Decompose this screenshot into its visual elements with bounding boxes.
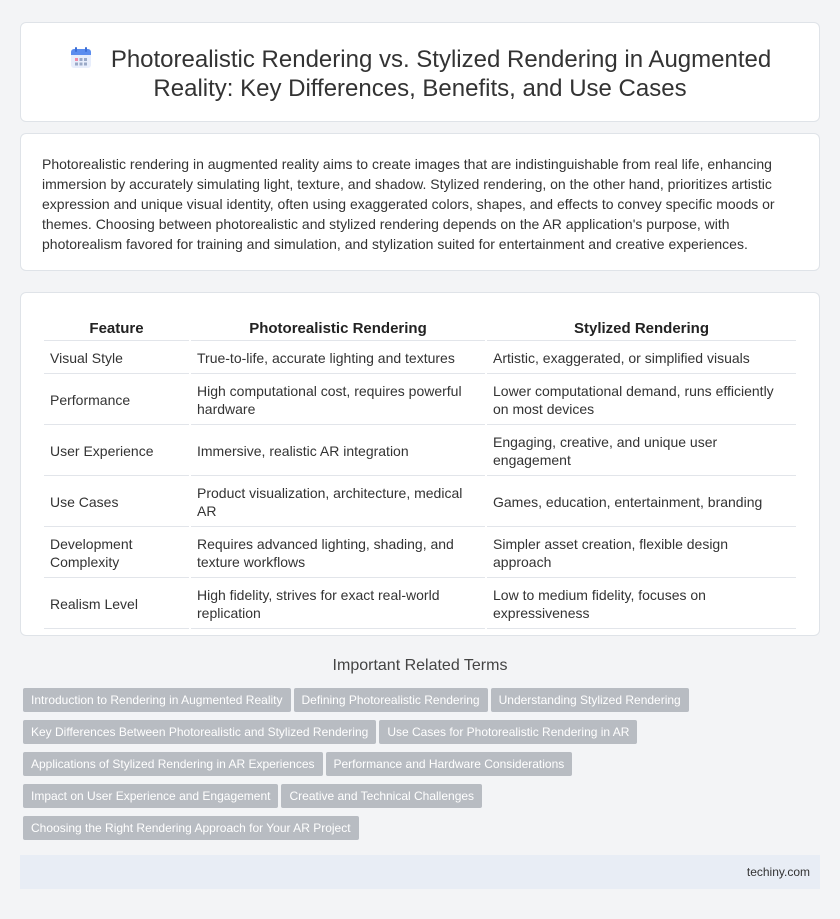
- calendar-icon: [69, 46, 93, 70]
- photorealistic-cell: True-to-life, accurate lighting and textures: [191, 343, 485, 374]
- table-row: [44, 427, 796, 476]
- title-card: [20, 22, 820, 122]
- header-stylized: Stylized Rendering: [487, 315, 796, 341]
- header-feature: Feature: [44, 315, 189, 341]
- related-term-tag[interactable]: Understanding Stylized Rendering: [491, 688, 689, 712]
- feature-cell: User Experience: [44, 427, 189, 476]
- related-term-tag[interactable]: Use Cases for Photorealistic Rendering in AR: [379, 720, 637, 744]
- photorealistic-cell: High fidelity, strives for exact real-world replication: [191, 580, 485, 629]
- related-term-tag[interactable]: Impact on User Experience and Engagement: [23, 784, 278, 808]
- title-line-1: Photorealistic Rendering vs. Stylized Rendering in Augmented: [110, 46, 772, 73]
- table-row: [44, 478, 796, 527]
- header-photorealistic: Photorealistic Rendering: [191, 315, 485, 341]
- related-terms-title: Important Related Terms: [332, 657, 508, 674]
- stylized-cell: Engaging, creative, and unique user engagement: [487, 427, 796, 476]
- footer: [20, 855, 820, 889]
- table-row: [44, 376, 796, 425]
- feature-cell: Performance: [44, 376, 189, 425]
- stylized-cell: Games, education, entertainment, branding: [487, 478, 796, 527]
- stylized-cell: Simpler asset creation, flexible design approach: [487, 529, 796, 578]
- table-row: [44, 343, 796, 374]
- comparison-table: [42, 313, 798, 631]
- stylized-cell: Artistic, exaggerated, or simplified visuals: [487, 343, 796, 374]
- table-row: [44, 580, 796, 629]
- related-term-tag[interactable]: Key Differences Between Photorealistic and Stylized Rendering: [23, 720, 376, 744]
- summary-paragraph: Photorealistic rendering in augmented reality aims to create images that are indistinguishable from real life, enhancing immersion by accurately simulating light, texture, and shadow. Stylized rendering, on the other hand, prioritizes artistic expression and unique visual identity, often using exaggerated colors, shapes, and effects to convey specific moods or themes. Choosing between photorealistic and stylized rendering depends on the AR application's purpose, with photorealism favored for training and simulation, and stylization suited for entertainment and creative experiences.: [42, 156, 775, 252]
- feature-cell: Visual Style: [44, 343, 189, 374]
- table-row: [44, 529, 796, 578]
- feature-cell: Development Complexity: [44, 529, 189, 578]
- stylized-cell: Lower computational demand, runs efficiently on most devices: [487, 376, 796, 425]
- photorealistic-cell: Product visualization, architecture, medical AR: [191, 478, 485, 527]
- feature-cell: Realism Level: [44, 580, 189, 629]
- related-term-tag[interactable]: Applications of Stylized Rendering in AR Experiences: [23, 752, 323, 776]
- related-term-tag[interactable]: Defining Photorealistic Rendering: [294, 688, 488, 712]
- photorealistic-cell: Requires advanced lighting, shading, and texture workflows: [191, 529, 485, 578]
- summary-card: [20, 133, 820, 271]
- stylized-cell: Low to medium fidelity, focuses on expressiveness: [487, 580, 796, 629]
- photorealistic-cell: High computational cost, requires powerful hardware: [191, 376, 485, 425]
- page-title: [21, 45, 819, 103]
- feature-cell: Use Cases: [44, 478, 189, 527]
- related-term-tag[interactable]: Creative and Technical Challenges: [281, 784, 482, 808]
- photorealistic-cell: Immersive, realistic AR integration: [191, 427, 485, 476]
- related-terms-list: [23, 688, 803, 848]
- related-term-tag[interactable]: Performance and Hardware Considerations: [326, 752, 573, 776]
- footer-site-link[interactable]: techiny.com: [746, 865, 810, 879]
- related-term-tag[interactable]: Choosing the Right Rendering Approach for Your AR Project: [23, 816, 359, 840]
- title-line-2: Reality: Key Differences, Benefits, and Use Cases: [153, 75, 687, 102]
- related-term-tag[interactable]: Introduction to Rendering in Augmented Reality: [23, 688, 291, 712]
- comparison-card: [20, 292, 820, 636]
- table-header-row: [44, 315, 796, 341]
